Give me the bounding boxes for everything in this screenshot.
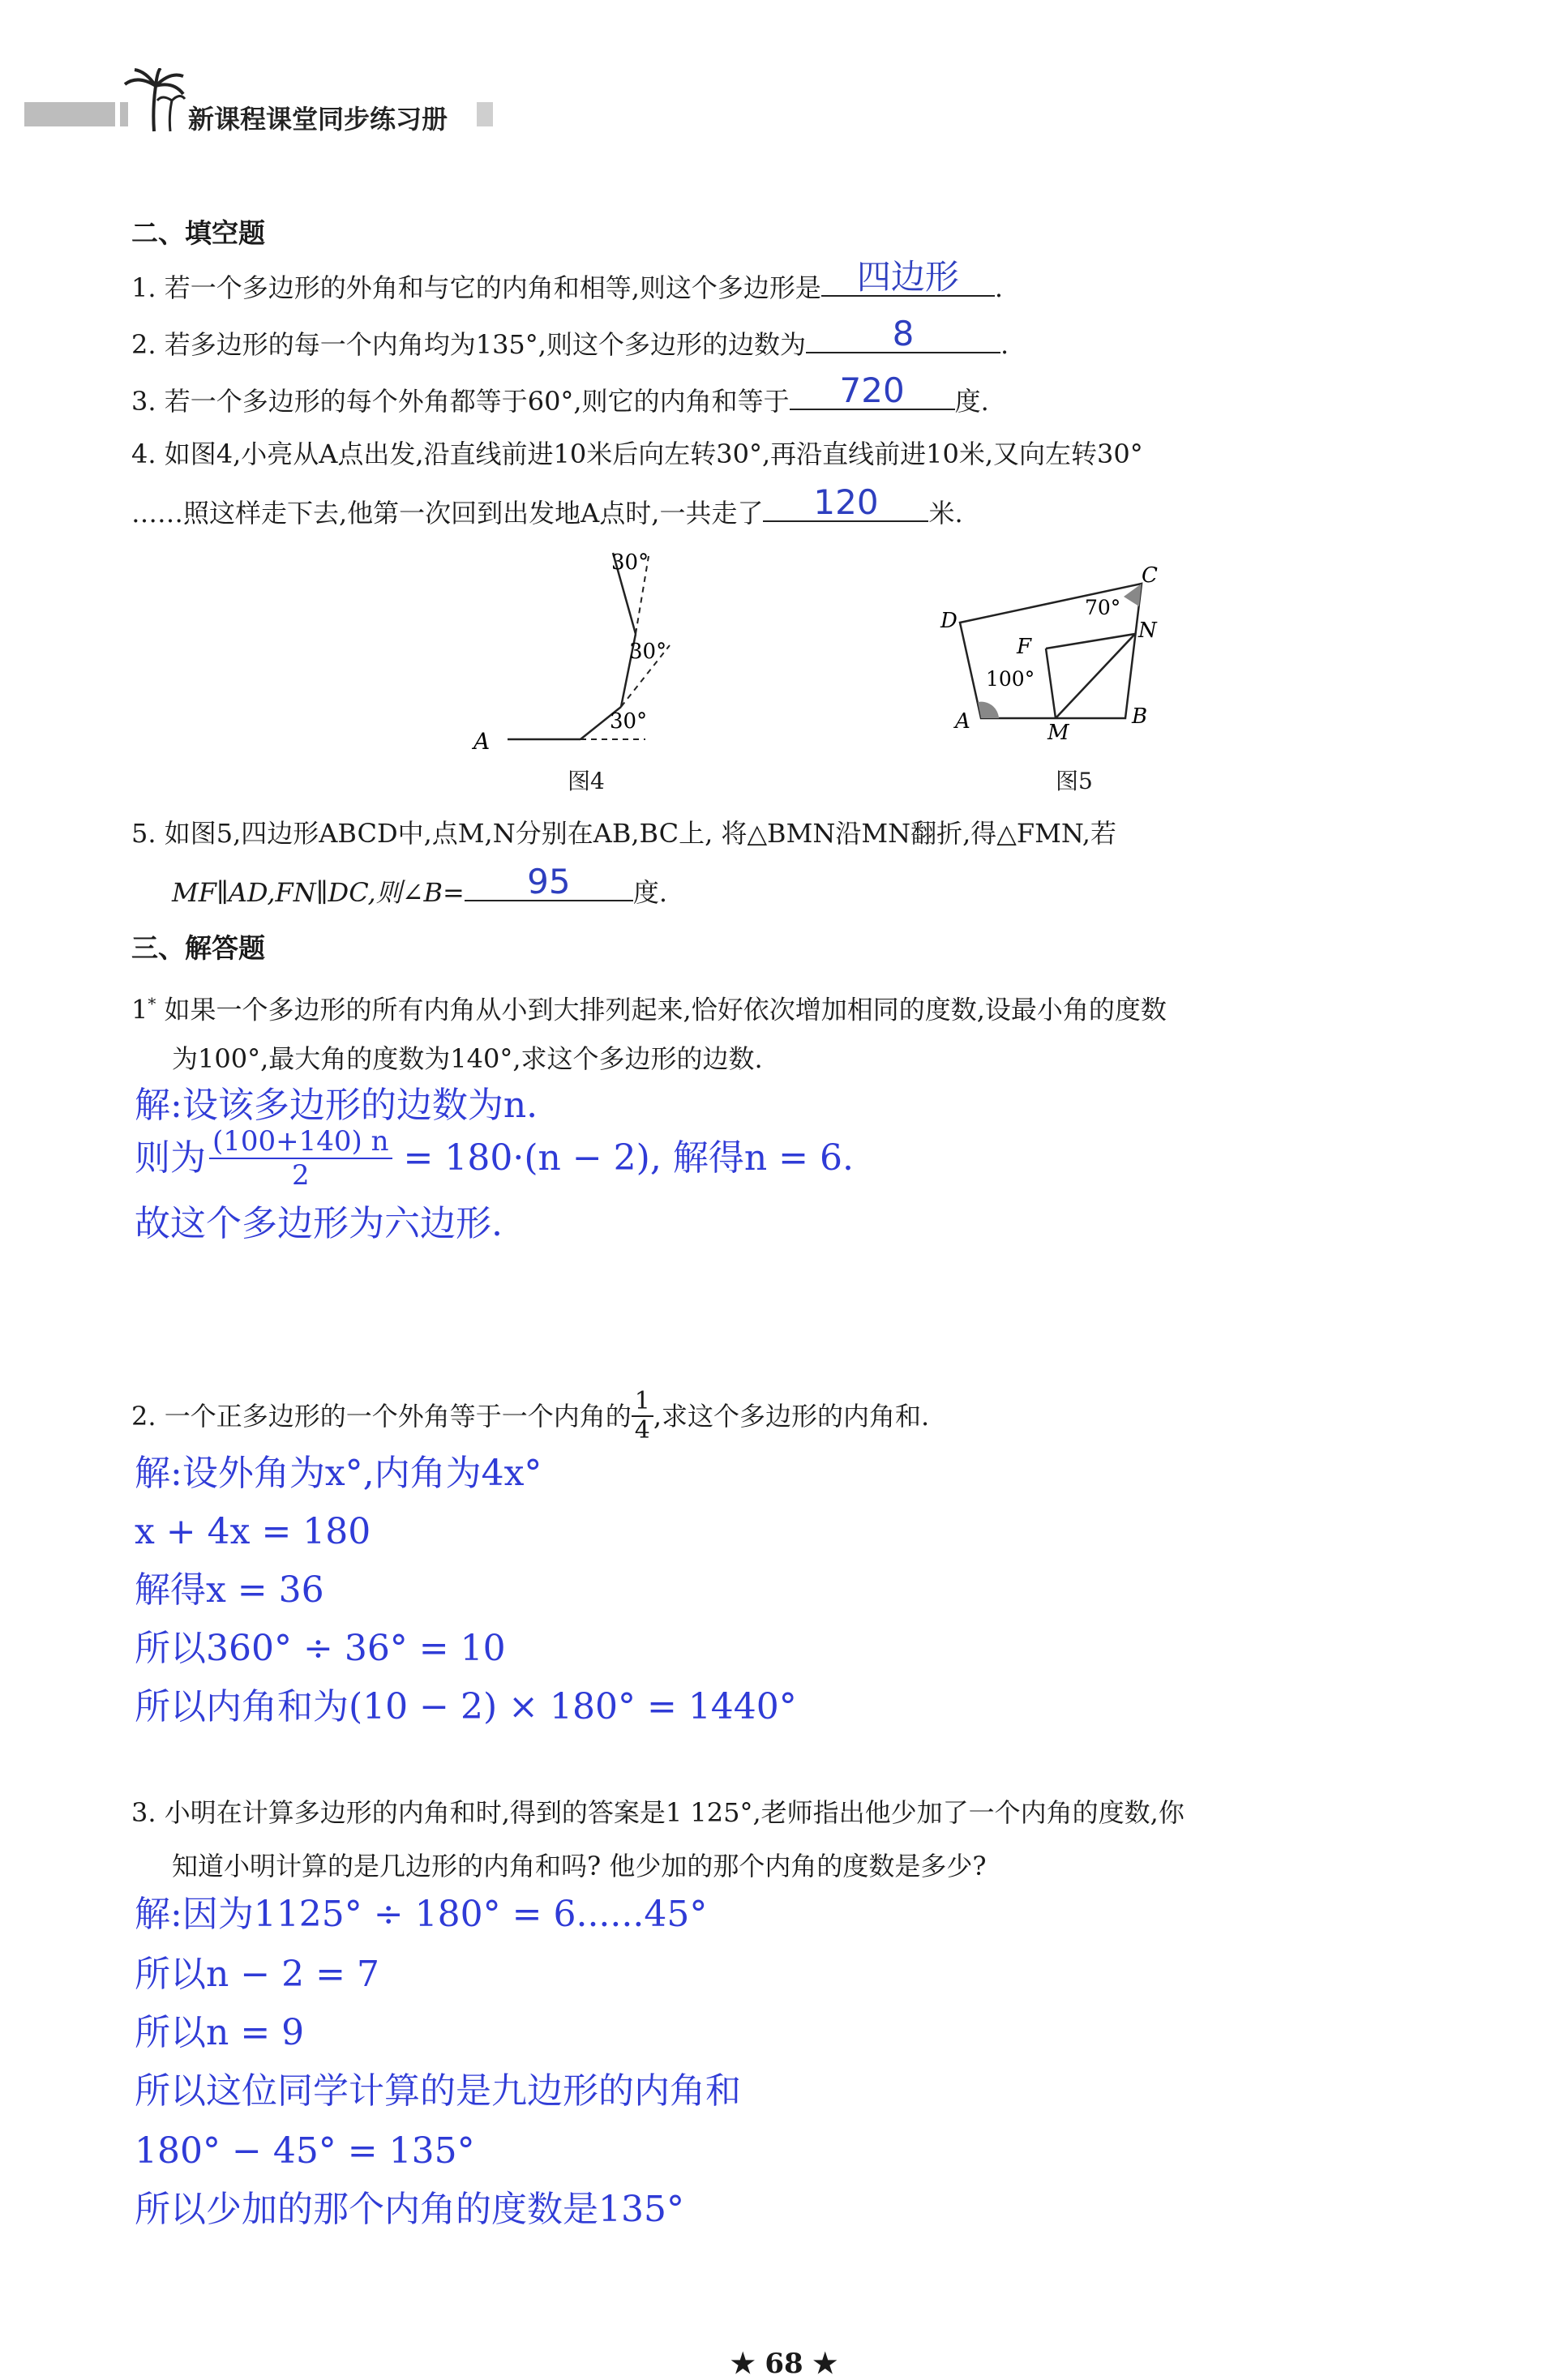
- question-1: [131, 257, 1004, 304]
- solution-2-line-5: 所以内角和为(10 − 2) × 180° = 1440°: [135, 1686, 797, 1727]
- segment-fn: [1046, 634, 1135, 649]
- question-4-line-1: 4. 如图4,小亮从A点出发,沿直线前进10米后向左转30°,再沿直线前进10米,又向左转30°: [131, 439, 1143, 469]
- solution-1-line-1: 解:设该多边形的边数为n.: [135, 1085, 538, 1126]
- solution-text: 则为: [135, 1137, 206, 1179]
- question-suffix: 米.: [928, 498, 963, 529]
- solution-text: = 180·(n − 2), 解得n = 6.: [403, 1137, 854, 1179]
- angle-label-70: 70°: [1085, 596, 1121, 619]
- book-title: 新课程课堂同步练习册: [188, 104, 448, 135]
- angle-label: 30°: [611, 550, 649, 575]
- answer-blank: [806, 314, 1000, 353]
- question-text: 1. 若一个多边形的外角和与它的内角和相等,则这个多边形是: [131, 272, 821, 303]
- question-5-line-2: [172, 862, 668, 909]
- fraction: [209, 1125, 392, 1192]
- header-bar: [24, 102, 115, 126]
- segment-mf: [1046, 649, 1056, 718]
- figure-5-caption: 图5: [1056, 768, 1093, 794]
- figure-4-caption: 图4: [568, 768, 605, 794]
- question-text: ……照这样走下去,他第一次回到出发地A点时,一共走了: [131, 498, 764, 529]
- question-suffix: 度.: [632, 877, 668, 908]
- figure-5: [932, 556, 1176, 751]
- angle-a-shade: [978, 702, 999, 718]
- answer-blank: [790, 370, 955, 410]
- point-label-b: B: [1132, 704, 1148, 729]
- solution-2-line-3: 解得x = 36: [135, 1569, 324, 1611]
- solution-3-line-4: 所以这位同学计算的是九边形的内角和: [135, 2070, 741, 2112]
- solution-3-line-5: 180° − 45° = 135°: [135, 2130, 475, 2172]
- palm-tree-icon: [122, 68, 186, 133]
- question-4-line-2: [131, 482, 963, 529]
- solve-question-3-line-1: 3. 小明在计算多边形的内角和时,得到的答案是1 125°,老师指出他少加了一个内角的度数,你: [131, 1797, 1185, 1828]
- point-label-a: A: [473, 728, 491, 755]
- handwritten-answer: 120: [813, 482, 879, 522]
- solution-2-line-1: 解:设外角为x°,内角为4x°: [135, 1453, 542, 1494]
- question-text: 2. 若多边形的每一个内角均为135°,则这个多边形的边数为: [131, 329, 806, 360]
- point-label-n: N: [1138, 619, 1157, 643]
- question-text: ,求这个多边形的内角和.: [653, 1401, 930, 1432]
- solution-1-line-3: 故这个多边形为六边形.: [135, 1203, 503, 1244]
- section-title-fill-in: 二、填空题: [131, 217, 265, 249]
- section-title-solve: 三、解答题: [131, 932, 265, 964]
- solve-question-1-line-2: 为100°,最大角的度数为140°,求这个多边形的边数.: [172, 1043, 763, 1074]
- handwritten-answer: 720: [839, 370, 905, 410]
- solution-3-line-6: 所以少加的那个内角的度数是135°: [135, 2189, 684, 2230]
- handwritten-answer: 四边形: [856, 257, 959, 297]
- solve-question-2: [131, 1388, 929, 1445]
- solution-2-line-2: x + 4x = 180: [135, 1511, 371, 1552]
- point-label-f: F: [1017, 635, 1032, 659]
- question-3: [131, 370, 989, 417]
- question-2: [131, 314, 1009, 361]
- solve-question-1-line-1: 1* 如果一个多边形的所有内角从小到大排列起来,恰好依次增加相同的度数,设最小角的度数: [131, 994, 1167, 1025]
- solution-2-line-4: 所以360° ÷ 36° = 10: [135, 1628, 506, 1669]
- solution-3-line-2: 所以n − 2 = 7: [135, 1954, 380, 1995]
- solution-1-line-2: [135, 1125, 854, 1192]
- solution-3-line-1: 解:因为1125° ÷ 180° = 6......45°: [135, 1894, 708, 1935]
- point-label-a: A: [955, 709, 970, 734]
- page-number: ★ 68 ★: [730, 2348, 838, 2380]
- fraction-denominator: 4: [634, 1416, 650, 1445]
- angle-label: 30°: [629, 640, 667, 664]
- fraction-denominator: 2: [291, 1159, 310, 1192]
- handwritten-answer: 95: [527, 862, 571, 901]
- fraction-numerator: 1: [632, 1388, 653, 1417]
- question-suffix: .: [994, 272, 1004, 303]
- figure-4: [462, 545, 722, 756]
- angle-label: 30°: [610, 709, 648, 734]
- solution-3-line-3: 所以n = 9: [135, 2012, 305, 2053]
- fraction-numerator: (100+140) n: [209, 1125, 392, 1159]
- segment-mn: [1056, 634, 1135, 718]
- question-text: 如果一个多边形的所有内角从小到大排列起来,恰好依次增加相同的度数,设最小角的度数: [164, 994, 1167, 1025]
- angle-label-100: 100°: [986, 667, 1035, 691]
- handwritten-answer: 8: [892, 314, 915, 353]
- point-label-m: M: [1047, 721, 1069, 745]
- solve-question-3-line-2: 知道小明计算的是几边形的内角和吗? 他少加的那个内角的度数是多少?: [172, 1851, 987, 1881]
- answer-blank: [821, 257, 995, 297]
- question-text: 2. 一个正多边形的一个外角等于一个内角的: [131, 1401, 632, 1432]
- fraction: [632, 1388, 653, 1445]
- point-label-d: D: [940, 609, 958, 633]
- question-5-line-1: 5. 如图5,四边形ABCD中,点M,N分别在AB,BC上, 将△BMN沿MN翻折,得△FMN,若: [131, 818, 1116, 849]
- header-tail-bar: [477, 102, 493, 126]
- answer-blank: [763, 482, 928, 522]
- question-number: 1: [131, 994, 148, 1025]
- answer-blank: [465, 862, 633, 901]
- question-suffix: 度.: [954, 386, 989, 417]
- question-text: 3. 若一个多边形的每个外角都等于60°,则它的内角和等于: [131, 386, 790, 417]
- question-suffix: .: [1000, 329, 1009, 360]
- point-label-c: C: [1142, 563, 1158, 588]
- question-text: MF∥AD,FN∥DC,则∠B=: [172, 877, 465, 908]
